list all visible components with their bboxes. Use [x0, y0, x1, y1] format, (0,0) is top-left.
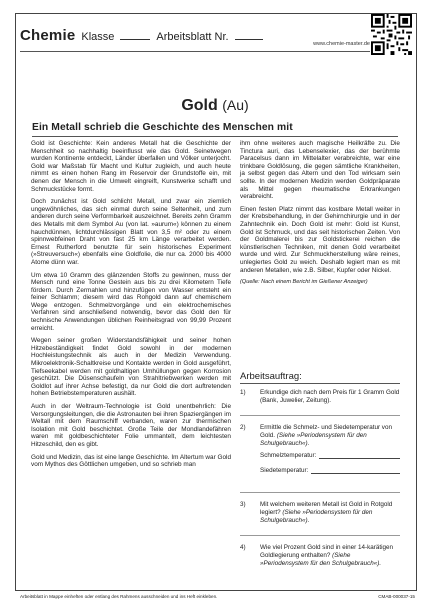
task-item	[240, 424, 400, 482]
task-number: 1)	[240, 389, 246, 396]
page-title	[0, 97, 430, 115]
task-number: 4)	[240, 544, 246, 551]
arbeitsblatt-field[interactable]	[235, 30, 263, 40]
site-url: www.chemie-master.de	[313, 41, 370, 47]
schmelz-input[interactable]	[319, 452, 400, 459]
paragraph: Auch in der Weltraum-Technologie ist Gold unentbehrlich: Die Versorgungsleitungen, die die Astronauten bei ihren Spaziergängen im Weltall mit dem Raumschiff verbanden, waren zur thermischen Isolation mit Gold beschichtet. Große Teile der Mondlandefähren waren mit goldbeschichteter Folie ummantelt, dem leichtesten Hitzeschild, den es gibt.	[31, 403, 231, 448]
task-item	[240, 544, 400, 568]
task-number: 2)	[240, 424, 246, 431]
paragraph: Um etwa 10 Gramm des glänzenden Stoffs zu gewinnen, muss der Mensch rund eine Tonne Gestein aus bis zu drei Kilometern Tiefe fördern. Durch Zermahlen und hinzufügen von Wasser entsteht ein feiner Schlamm; diesem wird das Rohgold dann auf chemischem Wege entzogen. Schmelzvorgänge und ein elektrochemisches Verfahren sind anschließend notwendig, bevor das Gold den für technische Anwendungen üblichen Reinheitsgrad von 99,99 Prozent erreicht.	[31, 271, 231, 332]
paragraph: Doch zunächst ist Gold schlicht Metall, und zwar ein ziemlich ungewöhnliches, das sich einmal durch seine Seltenheit, und zum anderen durch seine Verformbarkeit auszeichnet. Bereits zehn Gramm des Metalls mit dem Symbol Au (von lat. »aurum«) können zu einem hauchdünnen, lichtdurchlässigen Blatt von 3,5 m² oder zu einem spinnwebfeinen Draht von fast 25 km Länge verarbeitet werden. Ernest Rutherford benutzte für sein historisches Experiment (»Streuversuch«) ebenfalls eine Goldfolie, die nur ca. 2000 bis 4000 Atome dünn war.	[31, 198, 231, 266]
schmelz-label: Schmelztemperatur:	[260, 452, 317, 459]
task-hint: (Siehe »Periodensystem für den Schulgebrauch«).	[260, 509, 373, 524]
article-right-column	[240, 140, 400, 292]
paragraph: Gold und Medizin, das ist eine lange Geschichte. Im Altertum war Gold vom Mythos des Göttlichen umgeben, und so schrieb man	[31, 453, 231, 469]
siede-field-row	[260, 467, 400, 475]
brand-title: Chemie	[20, 27, 76, 44]
task-text: Mit welchem weiteren Metall ist Gold in Rotgold legiert?	[260, 501, 393, 516]
paragraph: Wegen seiner großen Widerstandsfähigkeit und seiner hohen Hitzebeständigkeit findet Gold sowohl in der modernen Hochleistungstechnik als auch in der Medizin Verwendung. Mikroelektronik-Schaltkreise und Kontakte werden in Gold ausgeführt, Tiefseekabel werden mit goldhaltigen Umhüllungen gegen Korrosion geschützt. Die Düsenschaufeln von Strahltriebwerken werden mit Goldlot auf ihrer Achse befestigt, da nur Gold die dort auftretenden hohen Betriebstemperaturen aushält.	[31, 337, 231, 398]
qr-code-icon	[371, 14, 412, 55]
task-content	[260, 544, 400, 568]
task-content	[260, 424, 400, 482]
task-text: Erkundige dich nach dem Preis für 1 Gramm Gold (Bank, Juwelier, Zeitung).	[260, 389, 400, 404]
page-footer	[20, 594, 415, 599]
paragraph: ihm ohne weiteres auch magische Heilkräfte zu. Die Tinctura auri, das Lebenselexier, das der berühmte Paracelsus dann im Mittelalter verabreichte, war eine trinkbare Goldlösung, die gegen sämtliche Krankheiten, ja selbst gegen das Altern und den Tod wirksam sein sollte. In der modernen Medizin werden Goldpräparate als Mittel gegen rheumatische Erkrankungen verabreicht.	[240, 140, 400, 201]
header-divider	[20, 51, 370, 52]
task-separator	[240, 492, 400, 493]
task-item	[240, 389, 400, 405]
siede-input[interactable]	[311, 467, 400, 474]
task-hint: (Siehe »Periodensystem für den Schulgebrauch«).	[260, 432, 367, 447]
arbeitsauftrag-heading: Arbeitsauftrag:	[240, 371, 302, 382]
footer-code: CMAB-000037-15	[378, 594, 415, 599]
article-headline: Ein Metall schrieb die Geschichte des Menschen mit	[32, 122, 293, 133]
arbeitsblatt-label: Arbeitsblatt Nr.	[156, 31, 229, 43]
klasse-label: Klasse	[81, 31, 115, 43]
source-note: (Quelle: Nach einem Bericht im Gießener Anzeiger)	[240, 279, 368, 286]
task-hint: (Siehe »Periodensystem für den Schulgebrauch«).	[260, 552, 382, 567]
task-content	[260, 501, 400, 525]
schmelz-field-row	[260, 452, 400, 460]
article-left-column	[31, 140, 231, 474]
task-list	[240, 389, 400, 578]
task-item	[240, 501, 400, 525]
task-text: Wie viel Prozent Gold sind in einer 14-karätigen Goldlegierung enthalten?	[260, 544, 394, 559]
klasse-field[interactable]	[120, 30, 150, 40]
siede-label: Siedetemperatur:	[260, 467, 309, 474]
task-text: Ermittle die Schmelz- und Siedetemperatur von Gold.	[260, 424, 392, 439]
headline-divider	[32, 136, 398, 137]
task-number: 3)	[240, 501, 246, 508]
footer-instruction: Arbeitsblatt in Mappe einheften oder entlang des Rahmens ausschneiden und ins Heft einkleben.	[20, 594, 218, 599]
element-symbol: (Au)	[222, 97, 249, 113]
worksheet-header	[20, 27, 263, 44]
paragraph: Einen festen Platz nimmt das kostbare Metall weiter in der Krebsbehandlung, in der Gehirnchirurgie und in der Zahntechnik ein. Doch Gold ist mehr: Gold ist Kunst, Gold ist Schmuck, und das seit historischen Zeiten. Von der Goldmalerei bis zur Goldstickerei reichen die künstlerischen Techniken, mit denen Gold verarbeitet wurde und wird. Zur Schmuckherstellung wäre reines, unlegiertes Gold zu weich. Deshalb legiert man es mit anderen Metallen, wie z.B. Silber, Kupfer oder Nickel.	[240, 205, 400, 274]
element-name: Gold	[181, 97, 218, 114]
task-separator	[240, 415, 400, 416]
paragraph: Gold ist Geschichte: Kein anderes Metall hat die Geschichte der Menschheit so nachhaltig beeinflusst wie das Gold. Seinetwegen wurden Kontinente entdeckt, Länder überfallen und Völker unterjocht. Gold war Maßstab für Macht und Kultur zugleich, und auch heute nimmt es einen hohen Rang im Reservoir der Grundstoffe ein, mit denen der Mensch in die Umwelt eingreift, Kunstwerke schafft und Schmuckstücke formt.	[31, 140, 231, 193]
task-separator	[240, 535, 400, 536]
arbeitsauftrag-divider	[240, 383, 400, 384]
